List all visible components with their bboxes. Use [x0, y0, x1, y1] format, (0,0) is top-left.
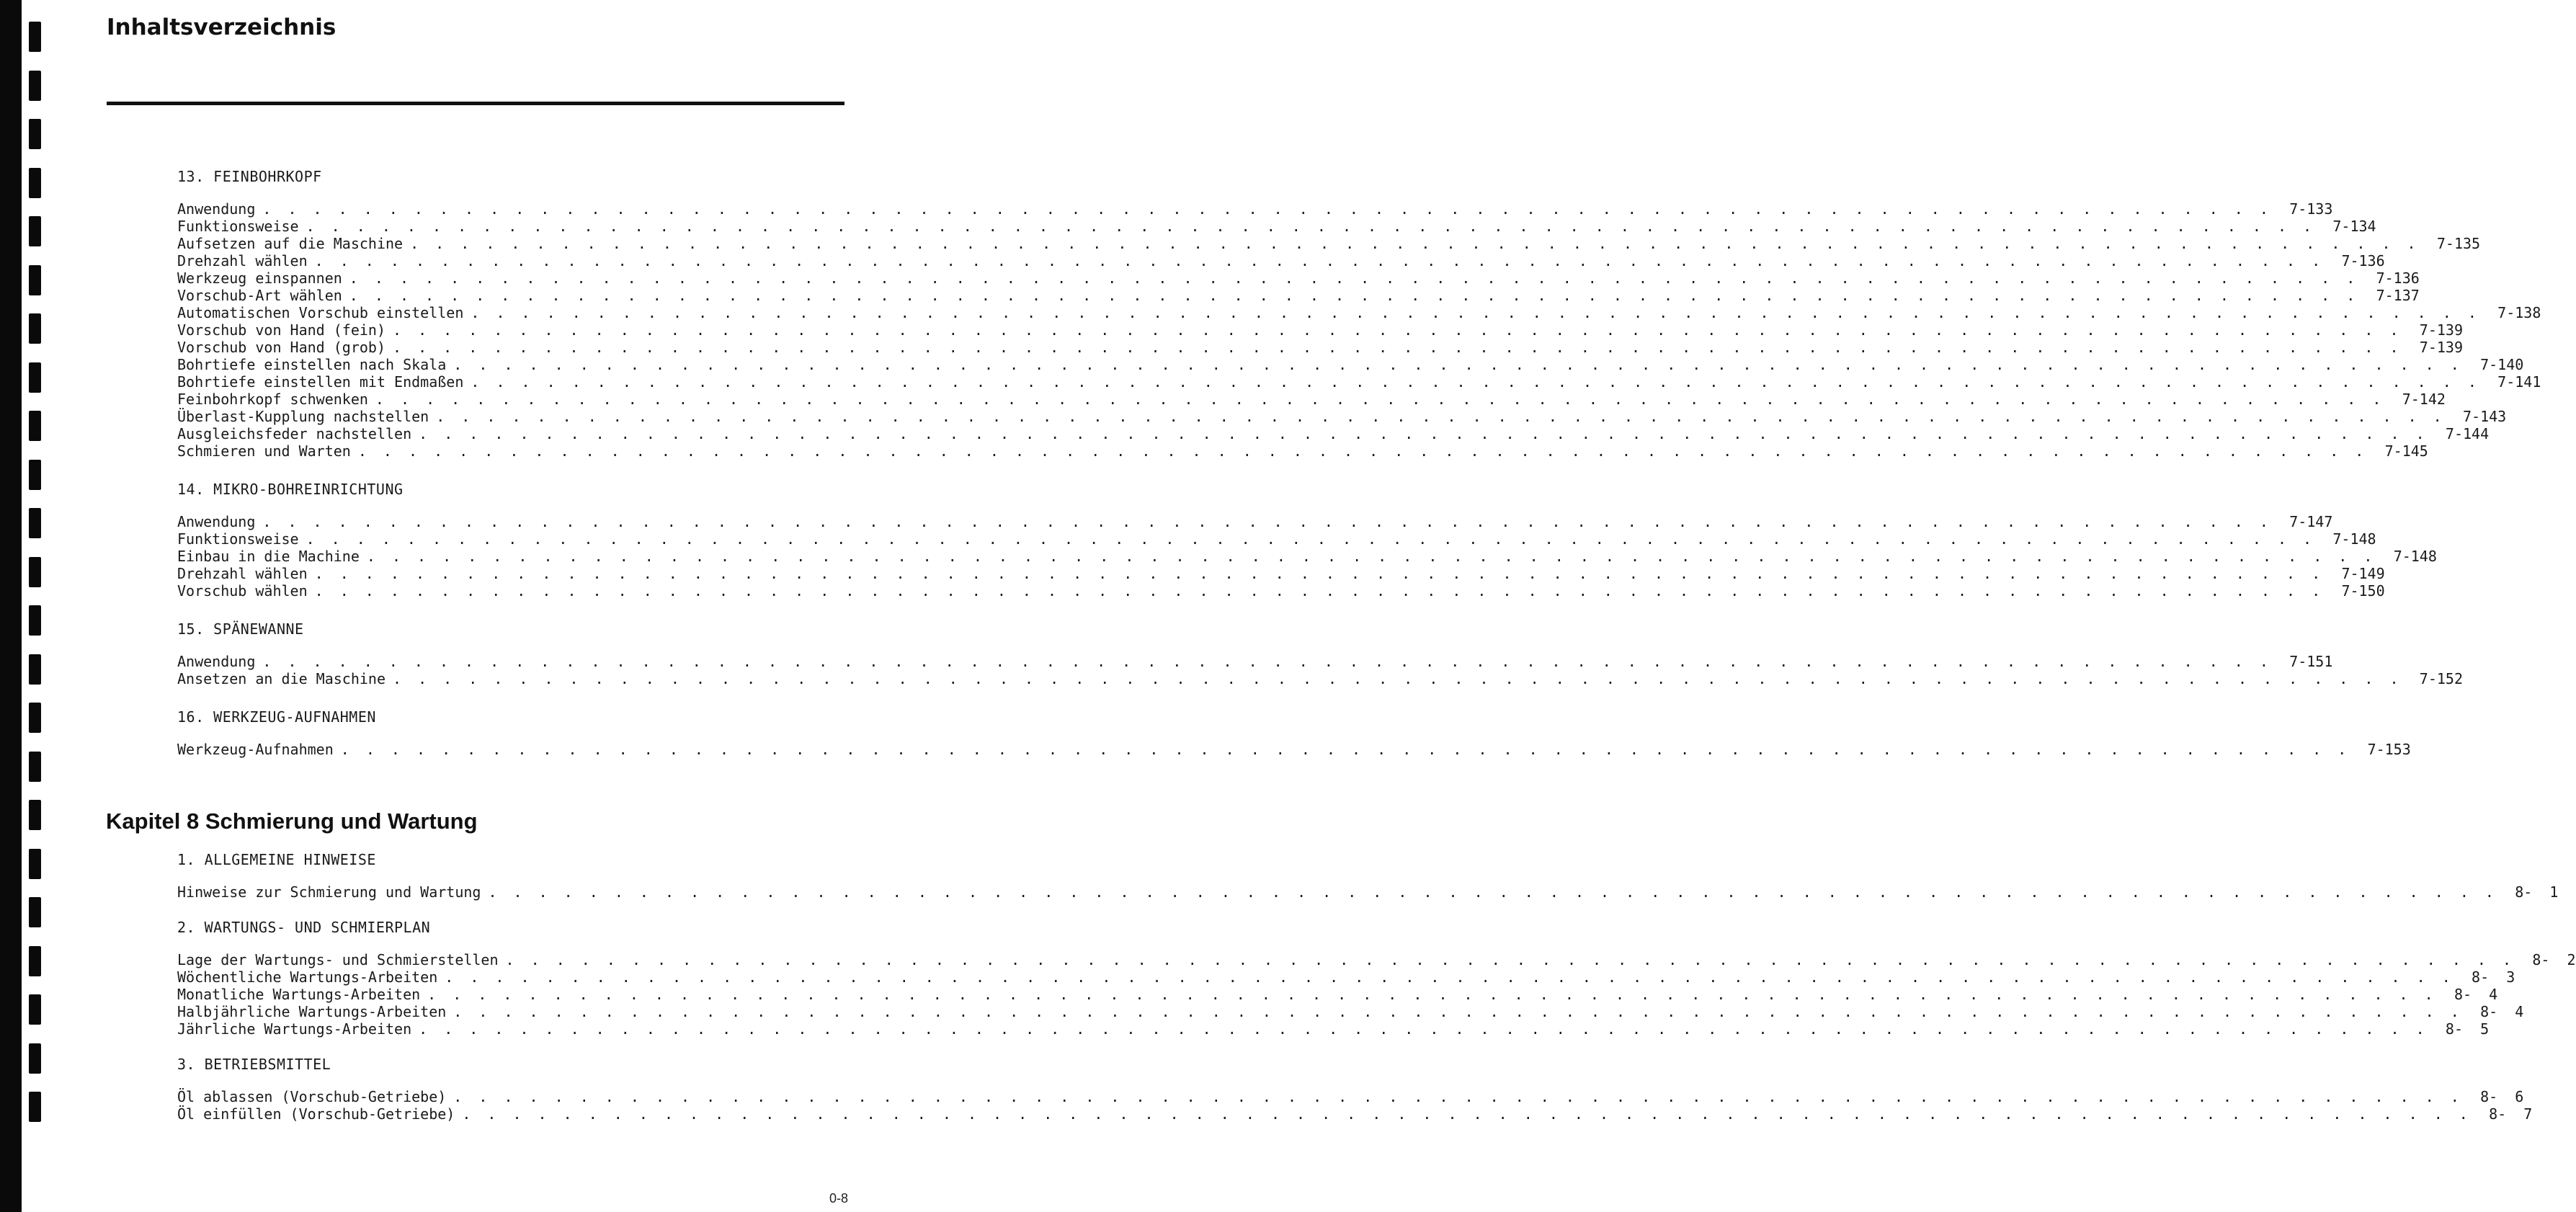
- toc-entry-page: 7-148: [2393, 548, 2437, 565]
- binding-hole: [29, 1092, 41, 1122]
- toc-entry-label: Anwendung: [177, 513, 256, 530]
- binding-hole: [29, 265, 41, 295]
- toc-entry-page: 7-133: [2289, 200, 2333, 218]
- toc-entry-label: Ausgleichsfeder nachstellen: [177, 425, 412, 442]
- toc-entry[interactable]: [177, 373, 2541, 391]
- toc-section: [177, 1055, 2533, 1123]
- binding-hole: [29, 71, 41, 101]
- toc-entry-label: Vorschub von Hand (fein): [177, 321, 385, 339]
- dot-leader: . . . . . . . . . . . . . . . . . . . . . . . . . . . . . . . . . . . . . . . . . . . . . . . . . . . . . . . . . . . . . . . . . . . . . . . . . . . . . . . .: [488, 883, 2498, 901]
- toc-entry-page: 7-145: [2384, 442, 2428, 460]
- toc-entry-page: 7-135: [2436, 235, 2481, 252]
- section-heading: 14. MIKRO-BOHREINRICHTUNG: [177, 481, 404, 498]
- toc-entry-page: 8- 1: [2515, 883, 2559, 901]
- toc-entry-page: 8- 4: [2454, 986, 2498, 1003]
- binding-hole: [29, 22, 41, 52]
- dot-leader: . . . . . . . . . . . . . . . . . . . . . . . . . . . . . . . . . . . . . . . . . . . . . . . . . . . . . . . . . . . . . . . . . . . . . . . . . . . . . . . .: [471, 304, 2481, 321]
- toc-entry-page: 7-143: [2463, 408, 2507, 425]
- toc-entry-label: Automatischen Vorschub einstellen: [177, 304, 464, 321]
- toc-entry-page: 7-150: [2341, 582, 2385, 600]
- toc-entry[interactable]: [177, 582, 2385, 600]
- toc-entry-label: Funktionsweise: [177, 530, 299, 548]
- page-title: Inhaltsverzeichnis: [107, 14, 337, 40]
- chapter-8-heading: Kapitel 8 Schmierung und Wartung: [106, 808, 478, 834]
- toc-entry[interactable]: [177, 200, 2333, 218]
- toc-entry-label: Funktionsweise: [177, 218, 299, 235]
- binding-hole: [29, 605, 41, 636]
- toc-section: [177, 480, 2437, 600]
- binding-hole: [29, 460, 41, 490]
- toc-entry[interactable]: [177, 287, 2420, 304]
- dot-leader: . . . . . . . . . . . . . . . . . . . . . . . . . . . . . . . . . . . . . . . . . . . . . . . . . . . . . . . . . . . . . . . . . . . . . . . . . . . . . . . .: [314, 252, 2325, 269]
- dot-leader: . . . . . . . . . . . . . . . . . . . . . . . . . . . . . . . . . . . . . . . . . . . . . . . . . . . . . . . . . . . . . . . . . . . . . . . . . . . . . . . .: [366, 548, 2376, 565]
- dot-leader: . . . . . . . . . . . . . . . . . . . . . . . . . . . . . . . . . . . . . . . . . . . . . . . . . . . . . . . . . . . . . . . . . . . . . . . . . . . . . . . .: [392, 321, 2403, 339]
- toc-entry-label: Vorschub-Art wählen: [177, 287, 342, 304]
- toc-entry-label: Monatliche Wartungs-Arbeiten: [177, 986, 421, 1003]
- toc-entry-label: Werkzeug einspannen: [177, 269, 342, 287]
- toc-entry-page: 7-136: [2376, 269, 2420, 287]
- section-spacer: [177, 600, 814, 620]
- dot-leader: . . . . . . . . . . . . . . . . . . . . . . . . . . . . . . . . . . . . . . . . . . . . . . . . . . . . . . . . . . . . . . . . . . . . . . . . . . . . . . . .: [445, 968, 2455, 986]
- binding-hole: [29, 752, 41, 782]
- toc-entry[interactable]: [177, 218, 2376, 235]
- toc-entry[interactable]: [177, 1105, 2533, 1123]
- binding-hole: [29, 313, 41, 344]
- toc-entry[interactable]: [177, 235, 2481, 252]
- toc-entry[interactable]: [177, 321, 2464, 339]
- section-spacer: [177, 687, 814, 708]
- section-spacer: [177, 1038, 814, 1055]
- toc-section: [177, 708, 2411, 758]
- dot-leader: . . . . . . . . . . . . . . . . . . . . . . . . . . . . . . . . . . . . . . . . . . . . . . . . . . . . . . . . . . . . . . . . . . . . . . . . . . . . . . . .: [427, 986, 2438, 1003]
- toc-entry-label: Einbau in die Machine: [177, 548, 360, 565]
- toc-entry-label: Schmieren und Warten: [177, 442, 351, 460]
- toc-entry[interactable]: [177, 548, 2437, 565]
- dot-leader: . . . . . . . . . . . . . . . . . . . . . . . . . . . . . . . . . . . . . . . . . . . . . . . . . . . . . . . . . . . . . . . . . . . . . . . . . . . . . . . .: [453, 356, 2464, 373]
- toc-entry[interactable]: [177, 408, 2507, 425]
- toc-entry-page: 8- 4: [2480, 1003, 2524, 1020]
- toc-entry[interactable]: [177, 653, 2333, 670]
- toc-entry[interactable]: [177, 252, 2385, 269]
- toc-entry-page: 7-136: [2341, 252, 2385, 269]
- binding-hole: [29, 119, 41, 149]
- toc-entry-page: 8- 6: [2480, 1088, 2524, 1105]
- toc-entry-label: Überlast-Kupplung nachstellen: [177, 408, 429, 425]
- toc-section: [177, 850, 2559, 901]
- binding-hole: [29, 1043, 41, 1074]
- toc-entry-page: 7-148: [2332, 530, 2376, 548]
- dot-leader: . . . . . . . . . . . . . . . . . . . . . . . . . . . . . . . . . . . . . . . . . . . . . . . . . . . . . . . . . . . . . . . . . . . . . . . . . . . . . . . .: [505, 951, 2515, 968]
- toc-entry-label: Vorschub von Hand (grob): [177, 339, 385, 356]
- binding-hole: [29, 994, 41, 1025]
- section-heading: 2. WARTUNGS- UND SCHMIERPLAN: [177, 919, 431, 936]
- toc-entry-label: Bohrtiefe einstellen nach Skala: [177, 356, 447, 373]
- toc-entry[interactable]: [177, 565, 2385, 582]
- toc-entry[interactable]: [177, 513, 2333, 530]
- toc-entry[interactable]: [177, 968, 2515, 986]
- toc-entry-page: 7-137: [2376, 287, 2420, 304]
- toc-entry[interactable]: [177, 442, 2428, 460]
- dot-leader: . . . . . . . . . . . . . . . . . . . . . . . . . . . . . . . . . . . . . . . . . . . . . . . . . . . . . . . . . . . . . . . . . . . . . . . . . . . . . . . .: [314, 582, 2325, 600]
- dot-leader: . . . . . . . . . . . . . . . . . . . . . . . . . . . . . . . . . . . . . . . . . . . . . . . . . . . . . . . . . . . . . . . . . . . . . . . . . . . . . . . .: [314, 565, 2325, 582]
- title-rule: [107, 102, 844, 105]
- dot-leader: . . . . . . . . . . . . . . . . . . . . . . . . . . . . . . . . . . . . . . . . . . . . . . . . . . . . . . . . . . . . . . . . . . . . . . . . . . . . . . . .: [375, 391, 2385, 408]
- toc-entry-label: Vorschub wählen: [177, 582, 308, 600]
- toc-entry-label: Öl ablassen (Vorschub-Getriebe): [177, 1088, 447, 1105]
- dot-leader: . . . . . . . . . . . . . . . . . . . . . . . . . . . . . . . . . . . . . . . . . . . . . . . . . . . . . . . . . . . . . . . . . . . . . . . . . . . . . . . .: [262, 200, 2273, 218]
- toc-section: [177, 918, 2576, 1038]
- dot-leader: . . . . . . . . . . . . . . . . . . . . . . . . . . . . . . . . . . . . . . . . . . . . . . . . . . . . . . . . . . . . . . . . . . . . . . . . . . . . . . . .: [392, 670, 2403, 687]
- toc-entry[interactable]: [177, 339, 2464, 356]
- toc-entry-label: Drehzahl wählen: [177, 252, 308, 269]
- dot-leader: . . . . . . . . . . . . . . . . . . . . . . . . . . . . . . . . . . . . . . . . . . . . . . . . . . . . . . . . . . . . . . . . . . . . . . . . . . . . . . . .: [349, 269, 2359, 287]
- toc-entry[interactable]: [177, 304, 2541, 321]
- toc-entry[interactable]: [177, 530, 2376, 548]
- section-heading: 15. SPÄNEWANNE: [177, 620, 304, 638]
- toc-entry-page: 7-140: [2480, 356, 2524, 373]
- binding-hole: [29, 411, 41, 441]
- toc-entry-page: 8- 7: [2489, 1105, 2533, 1123]
- toc-entry-label: Bohrtiefe einstellen mit Endmaßen: [177, 373, 464, 391]
- toc-entry[interactable]: [177, 1003, 2524, 1020]
- toc-entry[interactable]: [177, 391, 2446, 408]
- toc-entry-page: 7-149: [2341, 565, 2385, 582]
- toc-entry-page: 7-142: [2402, 391, 2446, 408]
- toc-entry-label: Anwendung: [177, 200, 256, 218]
- toc-entry-page: 7-151: [2289, 653, 2333, 670]
- toc-entry[interactable]: [177, 356, 2524, 373]
- dot-leader: . . . . . . . . . . . . . . . . . . . . . . . . . . . . . . . . . . . . . . . . . . . . . . . . . . . . . . . . . . . . . . . . . . . . . . . . . . . . . . . .: [419, 1020, 2429, 1038]
- toc-entry[interactable]: [177, 1020, 2490, 1038]
- binding-hole: [29, 897, 41, 927]
- dot-leader: . . . . . . . . . . . . . . . . . . . . . . . . . . . . . . . . . . . . . . . . . . . . . . . . . . . . . . . . . . . . . . . . . . . . . . . . . . . . . . . .: [306, 218, 2316, 235]
- toc-entry[interactable]: [177, 951, 2576, 968]
- dot-leader: . . . . . . . . . . . . . . . . . . . . . . . . . . . . . . . . . . . . . . . . . . . . . . . . . . . . . . . . . . . . . . . . . . . . . . . . . . . . . . . .: [410, 235, 2420, 252]
- dot-leader: . . . . . . . . . . . . . . . . . . . . . . . . . . . . . . . . . . . . . . . . . . . . . . . . . . . . . . . . . . . . . . . . . . . . . . . . . . . . . . . .: [357, 442, 2368, 460]
- binding-hole: [29, 508, 41, 538]
- toc-entry-label: Feinbohrkopf schwenken: [177, 391, 368, 408]
- toc-entry-label: Werkzeug-Aufnahmen: [177, 741, 334, 758]
- toc-entry-page: 7-134: [2332, 218, 2376, 235]
- dot-leader: . . . . . . . . . . . . . . . . . . . . . . . . . . . . . . . . . . . . . . . . . . . . . . . . . . . . . . . . . . . . . . . . . . . . . . . . . . . . . . . .: [392, 339, 2403, 356]
- binding-hole: [29, 168, 41, 198]
- toc-entry-label: Halbjährliche Wartungs-Arbeiten: [177, 1003, 447, 1020]
- toc-entry-page: 8- 3: [2472, 968, 2515, 986]
- toc-entry-page: 8- 2: [2532, 951, 2576, 968]
- toc-entry-label: Anwendung: [177, 653, 256, 670]
- binding-hole: [29, 654, 41, 685]
- section-heading: 13. FEINBOHRKOPF: [177, 168, 322, 185]
- section-heading: 3. BETRIEBSMITTEL: [177, 1056, 331, 1073]
- toc-section: [177, 167, 2541, 460]
- dot-leader: . . . . . . . . . . . . . . . . . . . . . . . . . . . . . . . . . . . . . . . . . . . . . . . . . . . . . . . . . . . . . . . . . . . . . . . . . . . . . . . .: [419, 425, 2429, 442]
- binding-hole: [29, 557, 41, 587]
- toc-entry-label: Wöchentliche Wartungs-Arbeiten: [177, 968, 438, 986]
- section-heading: 1. ALLGEMEINE HINWEISE: [177, 851, 376, 868]
- toc-entry-page: 7-139: [2419, 339, 2464, 356]
- toc-entry-label: Ansetzen an die Maschine: [177, 670, 385, 687]
- binding-hole: [29, 362, 41, 393]
- toc-entry-page: 7-138: [2497, 304, 2541, 321]
- dot-leader: . . . . . . . . . . . . . . . . . . . . . . . . . . . . . . . . . . . . . . . . . . . . . . . . . . . . . . . . . . . . . . . . . . . . . . . . . . . . . . . .: [436, 408, 2446, 425]
- toc-entry-page: 7-139: [2419, 321, 2464, 339]
- toc-section: [177, 620, 2464, 687]
- toc-entry-page: 7-141: [2497, 373, 2541, 391]
- toc-entry[interactable]: [177, 670, 2464, 687]
- toc-entry-page: 8- 5: [2445, 1020, 2490, 1038]
- toc-entry-label: Drehzahl wählen: [177, 565, 308, 582]
- section-heading: 16. WERKZEUG-AUFNAHMEN: [177, 708, 376, 726]
- page-number: 0-8: [829, 1191, 848, 1206]
- toc-entry[interactable]: [177, 1088, 2524, 1105]
- section-spacer: [177, 901, 814, 918]
- chapter-7-toc: [177, 167, 2541, 758]
- chapter-8-toc: [177, 850, 2576, 1123]
- toc-entry-page: 7-147: [2289, 513, 2333, 530]
- binding-strip: [0, 0, 22, 1212]
- toc-entry-page: 7-152: [2419, 670, 2464, 687]
- dot-leader: . . . . . . . . . . . . . . . . . . . . . . . . . . . . . . . . . . . . . . . . . . . . . . . . . . . . . . . . . . . . . . . . . . . . . . . . . . . . . . . .: [306, 530, 2316, 548]
- binding-hole: [29, 216, 41, 246]
- dot-leader: . . . . . . . . . . . . . . . . . . . . . . . . . . . . . . . . . . . . . . . . . . . . . . . . . . . . . . . . . . . . . . . . . . . . . . . . . . . . . . . .: [349, 287, 2359, 304]
- section-spacer: [177, 460, 814, 480]
- toc-entry-label: Aufsetzen auf die Maschine: [177, 235, 404, 252]
- binding-hole: [29, 703, 41, 733]
- dot-leader: . . . . . . . . . . . . . . . . . . . . . . . . . . . . . . . . . . . . . . . . . . . . . . . . . . . . . . . . . . . . . . . . . . . . . . . . . . . . . . . .: [340, 741, 2350, 758]
- toc-entry-label: Hinweise zur Schmierung und Wartung: [177, 883, 481, 901]
- toc-entry-label: Lage der Wartungs- und Schmierstellen: [177, 951, 499, 968]
- toc-entry-label: Öl einfüllen (Vorschub-Getriebe): [177, 1105, 455, 1123]
- dot-leader: . . . . . . . . . . . . . . . . . . . . . . . . . . . . . . . . . . . . . . . . . . . . . . . . . . . . . . . . . . . . . . . . . . . . . . . . . . . . . . . .: [262, 653, 2273, 670]
- toc-entry-page: 7-144: [2445, 425, 2490, 442]
- dot-leader: . . . . . . . . . . . . . . . . . . . . . . . . . . . . . . . . . . . . . . . . . . . . . . . . . . . . . . . . . . . . . . . . . . . . . . . . . . . . . . . .: [462, 1105, 2472, 1123]
- toc-entry-label: Jährliche Wartungs-Arbeiten: [177, 1020, 412, 1038]
- toc-entry[interactable]: [177, 883, 2559, 901]
- toc-entry[interactable]: [177, 425, 2490, 442]
- dot-leader: . . . . . . . . . . . . . . . . . . . . . . . . . . . . . . . . . . . . . . . . . . . . . . . . . . . . . . . . . . . . . . . . . . . . . . . . . . . . . . . .: [453, 1003, 2464, 1020]
- toc-entry-page: 7-153: [2367, 741, 2411, 758]
- binding-hole: [29, 849, 41, 879]
- binding-hole: [29, 946, 41, 976]
- dot-leader: . . . . . . . . . . . . . . . . . . . . . . . . . . . . . . . . . . . . . . . . . . . . . . . . . . . . . . . . . . . . . . . . . . . . . . . . . . . . . . . .: [471, 373, 2481, 391]
- dot-leader: . . . . . . . . . . . . . . . . . . . . . . . . . . . . . . . . . . . . . . . . . . . . . . . . . . . . . . . . . . . . . . . . . . . . . . . . . . . . . . . .: [262, 513, 2273, 530]
- binding-hole: [29, 800, 41, 830]
- dot-leader: . . . . . . . . . . . . . . . . . . . . . . . . . . . . . . . . . . . . . . . . . . . . . . . . . . . . . . . . . . . . . . . . . . . . . . . . . . . . . . . .: [453, 1088, 2464, 1105]
- toc-entry[interactable]: [177, 741, 2411, 758]
- toc-entry[interactable]: [177, 269, 2420, 287]
- toc-entry[interactable]: [177, 986, 2498, 1003]
